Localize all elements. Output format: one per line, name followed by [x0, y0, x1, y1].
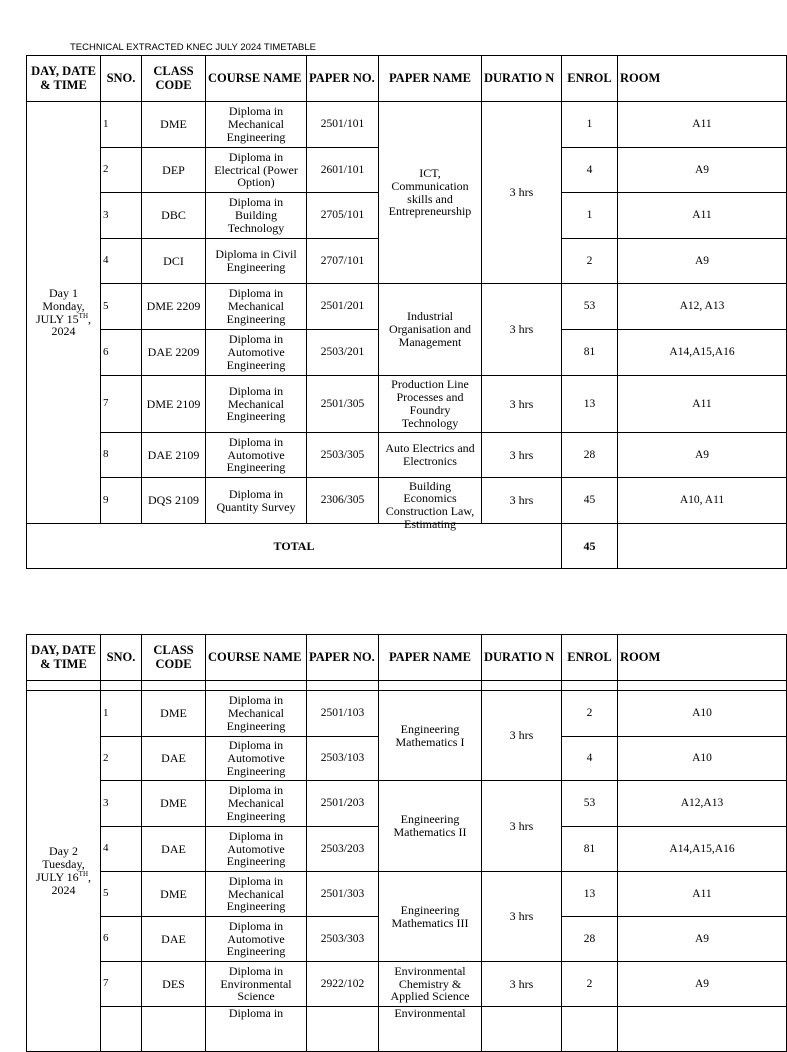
paper-name-cell: Industrial Organisation and Management — [379, 284, 482, 376]
header-course-name: COURSE NAME — [206, 635, 307, 681]
sno-cell: 6 — [101, 330, 142, 376]
paper-no-cell: 2306/305 — [307, 478, 379, 524]
class-code-cell: DME — [142, 691, 206, 737]
room-cell: A11 — [618, 193, 787, 239]
day-label: Day 1 — [49, 285, 78, 300]
duration-cell: 3 hrs — [482, 691, 562, 781]
date-comma: , — [88, 870, 92, 884]
class-code-cell: DME — [142, 102, 206, 148]
table-row — [27, 691, 787, 737]
duration-cell: 3 hrs — [482, 376, 562, 433]
course-name-cell: Diploma in Automotive Engineering — [206, 737, 307, 781]
sno-cell: 8 — [101, 433, 142, 478]
header-day: DAY, DATE & TIME — [27, 56, 101, 102]
spacer-cell — [206, 681, 307, 691]
table-row — [27, 376, 787, 433]
date-comma: , — [88, 311, 92, 326]
header-enrol: ENROL — [562, 635, 618, 681]
course-name-cell: Diploma in Electrical (Power Option) — [206, 148, 307, 193]
enrol-cell: 81 — [562, 330, 618, 376]
course-name-cell: Diploma in Automotive Engineering — [206, 827, 307, 872]
enrol-cell: 1 — [562, 193, 618, 239]
paper-no-cell: 2503/103 — [307, 737, 379, 781]
paper-name-cell: ICT, Communication skills and Entrepreneurship — [379, 102, 482, 284]
course-name-cell: Diploma in Mechanical Engineering — [206, 284, 307, 330]
spacer-cell — [142, 681, 206, 691]
paper-no-cell: 2503/203 — [307, 827, 379, 872]
day-label: Day 2 — [49, 844, 78, 859]
room-cell — [618, 1007, 787, 1052]
paper-name-cell: Production Line Processes and Foundry Technology — [379, 376, 482, 433]
total-room-cell — [618, 524, 787, 569]
duration-cell: 3 hrs — [482, 102, 562, 284]
sno-cell: 2 — [101, 737, 142, 781]
header-sno: SNO. — [101, 56, 142, 102]
sno-cell: 2 — [101, 148, 142, 193]
course-name-cell: Diploma in Automotive Engineering — [206, 433, 307, 478]
date-suffix: TH — [78, 870, 89, 878]
class-code-cell: DAE — [142, 917, 206, 962]
paper-name-cell — [379, 478, 482, 532]
date-suffix: TH — [78, 311, 89, 320]
duration-cell: 3 hrs — [482, 478, 562, 524]
course-name-cell: Diploma in Mechanical Engineering — [206, 872, 307, 917]
spacer-cell — [27, 681, 101, 691]
table-row — [27, 102, 787, 148]
course-name-cell: Diploma in Mechanical Engineering — [206, 691, 307, 737]
day-date-cell — [27, 691, 101, 1052]
header-room: ROOM — [618, 56, 787, 102]
enrol-cell: 4 — [562, 737, 618, 781]
paper-no-cell: 2503/303 — [307, 917, 379, 962]
class-code-cell: DCI — [142, 239, 206, 284]
duration-cell: 3 hrs — [482, 872, 562, 962]
header-course-name: COURSE NAME — [206, 56, 307, 102]
paper-no-cell: 2922/102 — [307, 962, 379, 1007]
room-cell: A14,A15,A16 — [618, 827, 787, 872]
header-enrol: ENROL — [562, 56, 618, 102]
date-label: JULY 15 — [35, 311, 79, 326]
year-label: 2024 — [51, 882, 76, 897]
enrol-cell: 13 — [562, 872, 618, 917]
timetable-day2 — [26, 634, 787, 1052]
duration-cell: 3 hrs — [482, 433, 562, 478]
class-code-cell: DAE — [142, 827, 206, 872]
table-row — [27, 962, 787, 1007]
header-sno: SNO. — [101, 635, 142, 681]
course-name-cell: Diploma in — [206, 1007, 307, 1052]
enrol-cell: 28 — [562, 917, 618, 962]
room-cell: A10 — [618, 737, 787, 781]
weekday-label: Tuesday, — [42, 857, 85, 872]
class-code-cell: DBC — [142, 193, 206, 239]
room-cell: A11 — [618, 872, 787, 917]
paper-name-cell: Engineering Mathematics II — [379, 781, 482, 872]
room-cell: A12,A13 — [618, 781, 787, 827]
paper-no-cell: 2501/305 — [307, 376, 379, 433]
sno-cell — [101, 1007, 142, 1052]
class-code-cell: DAE 2209 — [142, 330, 206, 376]
class-code-cell: DAE — [142, 737, 206, 781]
enrol-cell: 2 — [562, 239, 618, 284]
table-row — [27, 284, 787, 330]
sno-cell: 4 — [101, 827, 142, 872]
table-row — [27, 1007, 787, 1052]
sno-cell: 7 — [101, 376, 142, 433]
enrol-cell — [562, 1007, 618, 1052]
paper-no-cell: 2501/303 — [307, 872, 379, 917]
room-cell: A9 — [618, 433, 787, 478]
duration-cell: 3 hrs — [482, 284, 562, 376]
duration-cell — [482, 1007, 562, 1052]
weekday-label: Monday, — [42, 298, 85, 313]
course-name-cell: Diploma in Automotive Engineering — [206, 917, 307, 962]
table-row — [27, 781, 787, 827]
total-label: TOTAL — [27, 524, 562, 569]
paper-no-cell — [307, 1007, 379, 1052]
class-code-cell: DES — [142, 962, 206, 1007]
course-name-cell: Diploma in Civil Engineering — [206, 239, 307, 284]
sno-cell: 7 — [101, 962, 142, 1007]
class-code-cell: DAE 2109 — [142, 433, 206, 478]
course-name-cell: Diploma in Mechanical Engineering — [206, 376, 307, 433]
header-paper-name: PAPER NAME — [379, 56, 482, 102]
paper-name-text: Building Economics Construction Law, Estimating — [385, 478, 475, 532]
paper-no-cell: 2705/101 — [307, 193, 379, 239]
sno-cell: 5 — [101, 872, 142, 917]
class-code-cell: DEP — [142, 148, 206, 193]
spacer-row — [27, 681, 787, 691]
enrol-cell: 81 — [562, 827, 618, 872]
class-code-cell: DQS 2109 — [142, 478, 206, 524]
paper-no-cell: 2707/101 — [307, 239, 379, 284]
course-name-cell: Diploma in Environmental Science — [206, 962, 307, 1007]
room-cell: A11 — [618, 376, 787, 433]
year-label: 2024 — [51, 324, 76, 339]
room-cell: A14,A15,A16 — [618, 330, 787, 376]
class-code-cell: DME — [142, 872, 206, 917]
paper-no-cell: 2503/305 — [307, 433, 379, 478]
paper-name-cell: Auto Electrics and Electronics — [379, 433, 482, 478]
course-name-cell: Diploma in Building Technology — [206, 193, 307, 239]
day-date-cell — [27, 102, 101, 524]
course-name-cell: Diploma in Mechanical Engineering — [206, 102, 307, 148]
header-duration: DURATIO N — [482, 635, 562, 681]
paper-no-cell: 2501/103 — [307, 691, 379, 737]
paper-no-cell: 2501/101 — [307, 102, 379, 148]
header-paper-name: PAPER NAME — [379, 635, 482, 681]
header-class-code: CLASS CODE — [142, 56, 206, 102]
paper-name-cell: Environmental — [379, 1007, 482, 1052]
total-value: 45 — [562, 524, 618, 569]
class-code-cell: DME 2109 — [142, 376, 206, 433]
room-cell: A9 — [618, 917, 787, 962]
paper-name-cell: Engineering Mathematics III — [379, 872, 482, 962]
paper-no-cell: 2503/201 — [307, 330, 379, 376]
table-row — [27, 478, 787, 524]
room-cell: A12, A13 — [618, 284, 787, 330]
spacer-cell — [562, 681, 618, 691]
room-cell: A11 — [618, 102, 787, 148]
room-cell: A9 — [618, 962, 787, 1007]
room-cell: A10, A11 — [618, 478, 787, 524]
table-row — [27, 872, 787, 917]
sno-cell: 9 — [101, 478, 142, 524]
spacer-cell — [482, 681, 562, 691]
spacer-cell — [101, 681, 142, 691]
sno-cell: 4 — [101, 239, 142, 284]
paper-no-cell: 2501/203 — [307, 781, 379, 827]
date-label: JULY 16 — [35, 870, 79, 884]
paper-no-cell: 2601/101 — [307, 148, 379, 193]
class-code-cell — [142, 1007, 206, 1052]
duration-cell: 3 hrs — [482, 962, 562, 1007]
spacer-cell — [618, 681, 787, 691]
enrol-cell: 28 — [562, 433, 618, 478]
room-cell: A9 — [618, 239, 787, 284]
enrol-cell: 1 — [562, 102, 618, 148]
header-paper-no: PAPER NO. — [307, 56, 379, 102]
paper-name-cell: Environmental Chemistry & Applied Science — [379, 962, 482, 1007]
enrol-cell: 4 — [562, 148, 618, 193]
spacer-cell — [379, 681, 482, 691]
table-row — [27, 433, 787, 478]
course-name-cell: Diploma in Mechanical Engineering — [206, 781, 307, 827]
sno-cell: 6 — [101, 917, 142, 962]
table-header-row — [27, 635, 787, 681]
header-room: ROOM — [618, 635, 787, 681]
paper-name-cell: Engineering Mathematics I — [379, 691, 482, 781]
spacer-cell — [307, 681, 379, 691]
class-code-cell: DME — [142, 781, 206, 827]
sno-cell: 5 — [101, 284, 142, 330]
header-day: DAY, DATE & TIME — [27, 635, 101, 681]
course-name-cell: Diploma in Automotive Engineering — [206, 330, 307, 376]
enrol-cell: 45 — [562, 478, 618, 524]
enrol-cell: 13 — [562, 376, 618, 433]
table-header-row — [27, 56, 787, 102]
header-paper-no: PAPER NO. — [307, 635, 379, 681]
class-code-cell: DME 2209 — [142, 284, 206, 330]
duration-cell: 3 hrs — [482, 781, 562, 872]
enrol-cell: 2 — [562, 691, 618, 737]
sno-cell: 1 — [101, 102, 142, 148]
room-cell: A10 — [618, 691, 787, 737]
sno-cell: 1 — [101, 691, 142, 737]
sno-cell: 3 — [101, 781, 142, 827]
header-class-code: CLASS CODE — [142, 635, 206, 681]
document-title: TECHNICAL EXTRACTED KNEC JULY 2024 TIMETABLE — [70, 42, 317, 53]
header-duration: DURATIO N — [482, 56, 562, 102]
enrol-cell: 2 — [562, 962, 618, 1007]
enrol-cell: 53 — [562, 284, 618, 330]
course-name-cell: Diploma in Quantity Survey — [206, 478, 307, 524]
paper-no-cell: 2501/201 — [307, 284, 379, 330]
room-cell: A9 — [618, 148, 787, 193]
timetable-day1 — [26, 55, 787, 569]
enrol-cell: 53 — [562, 781, 618, 827]
sno-cell: 3 — [101, 193, 142, 239]
